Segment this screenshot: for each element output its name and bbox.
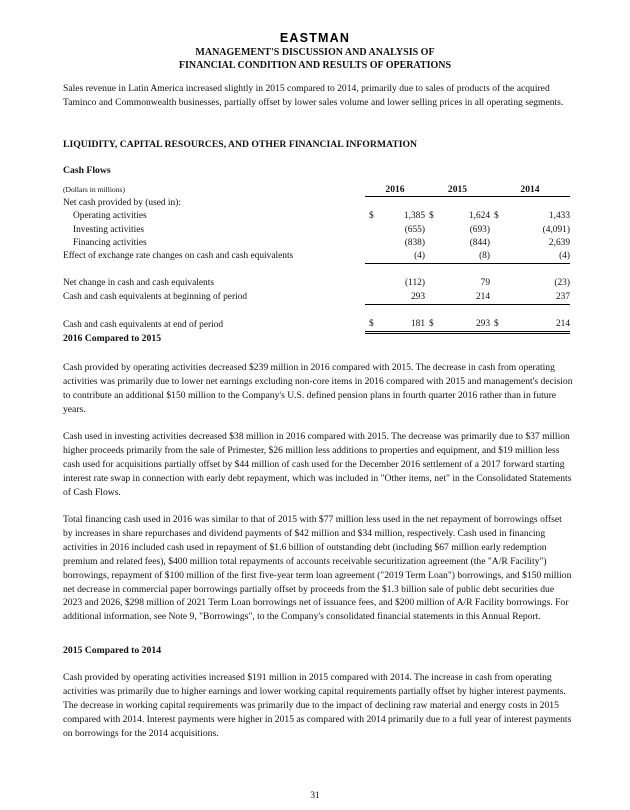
table-row [63,237,570,250]
cell-value: (4) [375,250,425,264]
cash-flows-title: Cash Flows [63,165,111,176]
cell-value: 181 [375,318,425,333]
table-row [63,210,570,223]
cell-value: 1,433 [548,211,570,222]
currency-symbol: $ [425,318,435,333]
cell-value: (23) [554,278,570,289]
paragraph-2016-operating: Cash provided by operating activities decreased $239 million in 2016 compared with 2015. The decrease in cash from operating activities was primarily due to lower net earnings excluding non-core items in 2016 compared with 2015 and management's decision to contribute an additional $150 million to the Company's U.S. defined pension plans in fourth quarter 2016 rather than in future years. [63,362,573,415]
row-label: Effect of exchange rate changes on cash and cash equivalents [63,251,294,262]
cell-value: (112) [405,278,425,289]
page-number: 31 [310,790,320,801]
company-logo: EASTMAN [279,31,351,45]
cell-value: 237 [500,291,570,305]
currency-symbol: $ [490,318,500,333]
cell-value: 1,385 [403,211,425,222]
year-header: 2016 [365,183,425,197]
subsection-title-2015: 2015 Compared to 2014 [63,645,162,656]
cell-value: 214 [435,291,490,305]
row-label: Operating activities [73,211,147,222]
row-label: Investing activities [73,224,145,235]
paragraph-2015-operating: Cash provided by operating activities increased $191 million in 2015 compared with 2014. The increase in cash from operating activities was primarily due to higher earnings and lower working capital requirements partially offset by higher interest payments. The decrease in working capital requirements was primarily due to the impact of declining raw material and energy costs in 2015 compared with 2014. Interest payments were higher in 2015 as compared with 2014 primarily due to a full year of interest payments on borrowings for the 2014 acquisitions. [63,672,572,739]
table-row-total [63,318,570,333]
cell-value: 293 [435,318,490,333]
year-header: 2015 [425,183,490,197]
cell-value: 1,624 [468,211,490,222]
cell-value: (693) [469,224,490,235]
currency-symbol: $ [365,318,375,333]
currency-symbol: $ [429,211,434,222]
row-label: Net change in cash and cash equivalents [63,278,214,289]
currency-symbol: $ [369,211,374,222]
row-label: Cash and cash equivalents at beginning of period [63,291,248,302]
cell-value: 79 [480,278,490,289]
cash-flows-table [63,183,570,334]
page-header-line2: FINANCIAL CONDITION AND RESULTS OF OPERATIONS [178,60,452,71]
year-header: 2014 [490,183,570,197]
table-row [63,291,570,305]
section-title: LIQUIDITY, CAPITAL RESOURCES, AND OTHER FINANCIAL INFORMATION [63,139,418,150]
cell-value: (4,091) [542,224,570,235]
cell-value: 293 [375,291,425,305]
table-row [63,277,570,290]
row-label: Cash and cash equivalents at end of period [63,319,224,330]
table-row [63,250,570,264]
intro-paragraph: Sales revenue in Latin America increased slightly in 2015 compared to 2014, primarily due to sales of products of the acquired Taminco and Commonwealth businesses, partially offset by lower sales volume and lower selling prices in all operating segments. [63,83,564,108]
paragraph-2016-investing: Cash used in investing activities decreased $38 million in 2016 compared with 2015. The decrease was primarily due to $37 million higher proceeds primarily from the sale of Primester, $26 million less additions to properties and equipment, and $19 million less cash used for acquisitions partially offset by $44 million of cash used for the December 2016 settlement of a 2017 forward starting interest rate swap in connection with early debt repayment, which was included in "Other items, net" in the Consolidated Statements of Cash Flows. [63,431,572,498]
table-row [63,224,570,237]
page-header-line1: MANAGEMENT'S DISCUSSION AND ANALYSIS OF [195,47,435,58]
cell-value: (844) [469,237,490,248]
cell-value: (655) [404,224,425,235]
table-header-row [63,183,570,197]
row-label: Financing activities [73,237,147,248]
cell-value: (838) [404,237,425,248]
cell-value: 214 [500,318,570,333]
currency-symbol: $ [494,211,499,222]
subsection-title-2016: 2016 Compared to 2015 [63,333,162,344]
cell-value: 2,639 [548,237,570,248]
row-label: Net cash provided by (used in): [63,198,181,209]
paragraph-2016-financing: Total financing cash used in 2016 was similar to that of 2015 with $77 million less used in the net repayment of borrowings offset by increases in share repurchases and dividend payments of $42 million and $34 million, respectively. Cash used in financing activities in 2016 included cash used in repayment of $1.6 billion of outstanding debt (including $67 million early redemption premium and related fees), $400 million total repayments of accounts receivable securitization agreement (the "A/R Facility") borrowings, repayment of $100 million of the first five-year term loan agreement ("2019 Term Loan") borrowings, and $150 million net decrease in commercial paper borrowings partially offset by proceeds from the $1.3 billion sale of public debt securities due 2023 and 2026, $298 million of 2021 Term Loan borrowings net of issuance fees, and $200 million of A/R Facility borrowings. For additional information, see Note 9, "Borrowings", to the Company's consolidated financial statements in this Annual Report. [63,514,572,623]
table-row [63,197,570,211]
cell-value: (4) [500,250,570,264]
cell-value: (8) [435,250,490,264]
unit-note: (Dollars in millions) [63,185,126,195]
